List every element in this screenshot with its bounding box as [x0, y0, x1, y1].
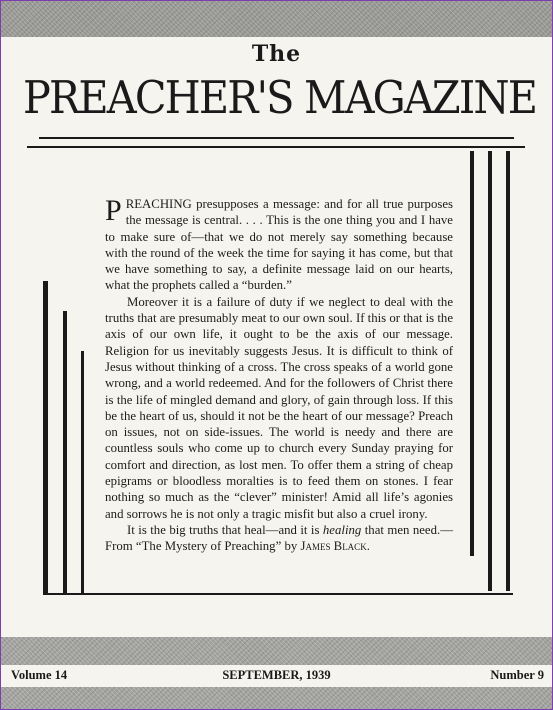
article-author: James Black.: [300, 539, 370, 554]
decor-bar-left-3: [81, 351, 84, 594]
decor-bar-right-3: [506, 151, 510, 591]
decor-bar-left-2: [63, 311, 67, 594]
masthead-the: The: [251, 41, 302, 67]
masthead-title: PREACHER'S MAGAZINE: [23, 71, 537, 124]
masthead-rule-lower: [27, 146, 525, 148]
bottom-texture-band: [1, 687, 552, 709]
top-texture-band: [1, 1, 552, 37]
footer-volume: Volume 14: [11, 668, 68, 682]
decor-bar-right-1: [470, 151, 474, 556]
article-paragraph-1: [105, 196, 453, 294]
article-paragraph-2: Moreover it is a failure of duty if we neglect to deal with the truths that are presumably meat to our own soul. If this or that is the axis of our own life, it ought to be the axis of our message. Religion for us inevitably suggests Jesus. It is difficult to think of Jesus without thinking of a cross. The cross speaks of a world gone wrong, and a world redeemed. And for the followers of Christ there is the life of mingled demand and glory, of gain through loss. If this be the heart of us, should it not be the heart of our message? Preach on issues, not on side-issues. The world is needy and there are countless souls who come up to church every Sunday praying for comfort and direction, as lost men. To offer them a string of cheap epigrams or bloodless moralties is to feed them on stones. I fear nothing so much as the “clever” minister! Amid all life’s agonies and sorrows he is not only a tragic misfit but also a cruel irony.: [105, 294, 453, 521]
article-paragraph-3-tail: that men need.—From “The Mystery of Preaching” by: [105, 522, 453, 554]
masthead-rule-upper: [39, 137, 514, 139]
dropcap: P: [105, 194, 122, 227]
article-text: [105, 196, 453, 555]
article-paragraph-3: [105, 522, 453, 555]
decor-bar-right-2: [488, 151, 492, 591]
lower-texture-band: [1, 637, 552, 665]
footer-date: SEPTEMBER, 1939: [222, 668, 331, 682]
emphasis-healing: healing: [322, 522, 362, 537]
decor-bar-left-1: [43, 281, 48, 594]
article-paragraph-3-text: It is the big truths that heal—and it is: [127, 522, 323, 537]
footer-number: Number 9: [490, 668, 544, 682]
article-paragraph-1-text: REACHING presupposes a message: and for all true purposes the message is central. . . . This is the one thing you and I have to make sure of—that we do not merely say something because with the round of the week the time for saying it has come, but that we have something to say, a definite message laid on our hearts, what the prophets called a “burden.”: [105, 197, 453, 293]
bottom-rule: [43, 593, 513, 595]
